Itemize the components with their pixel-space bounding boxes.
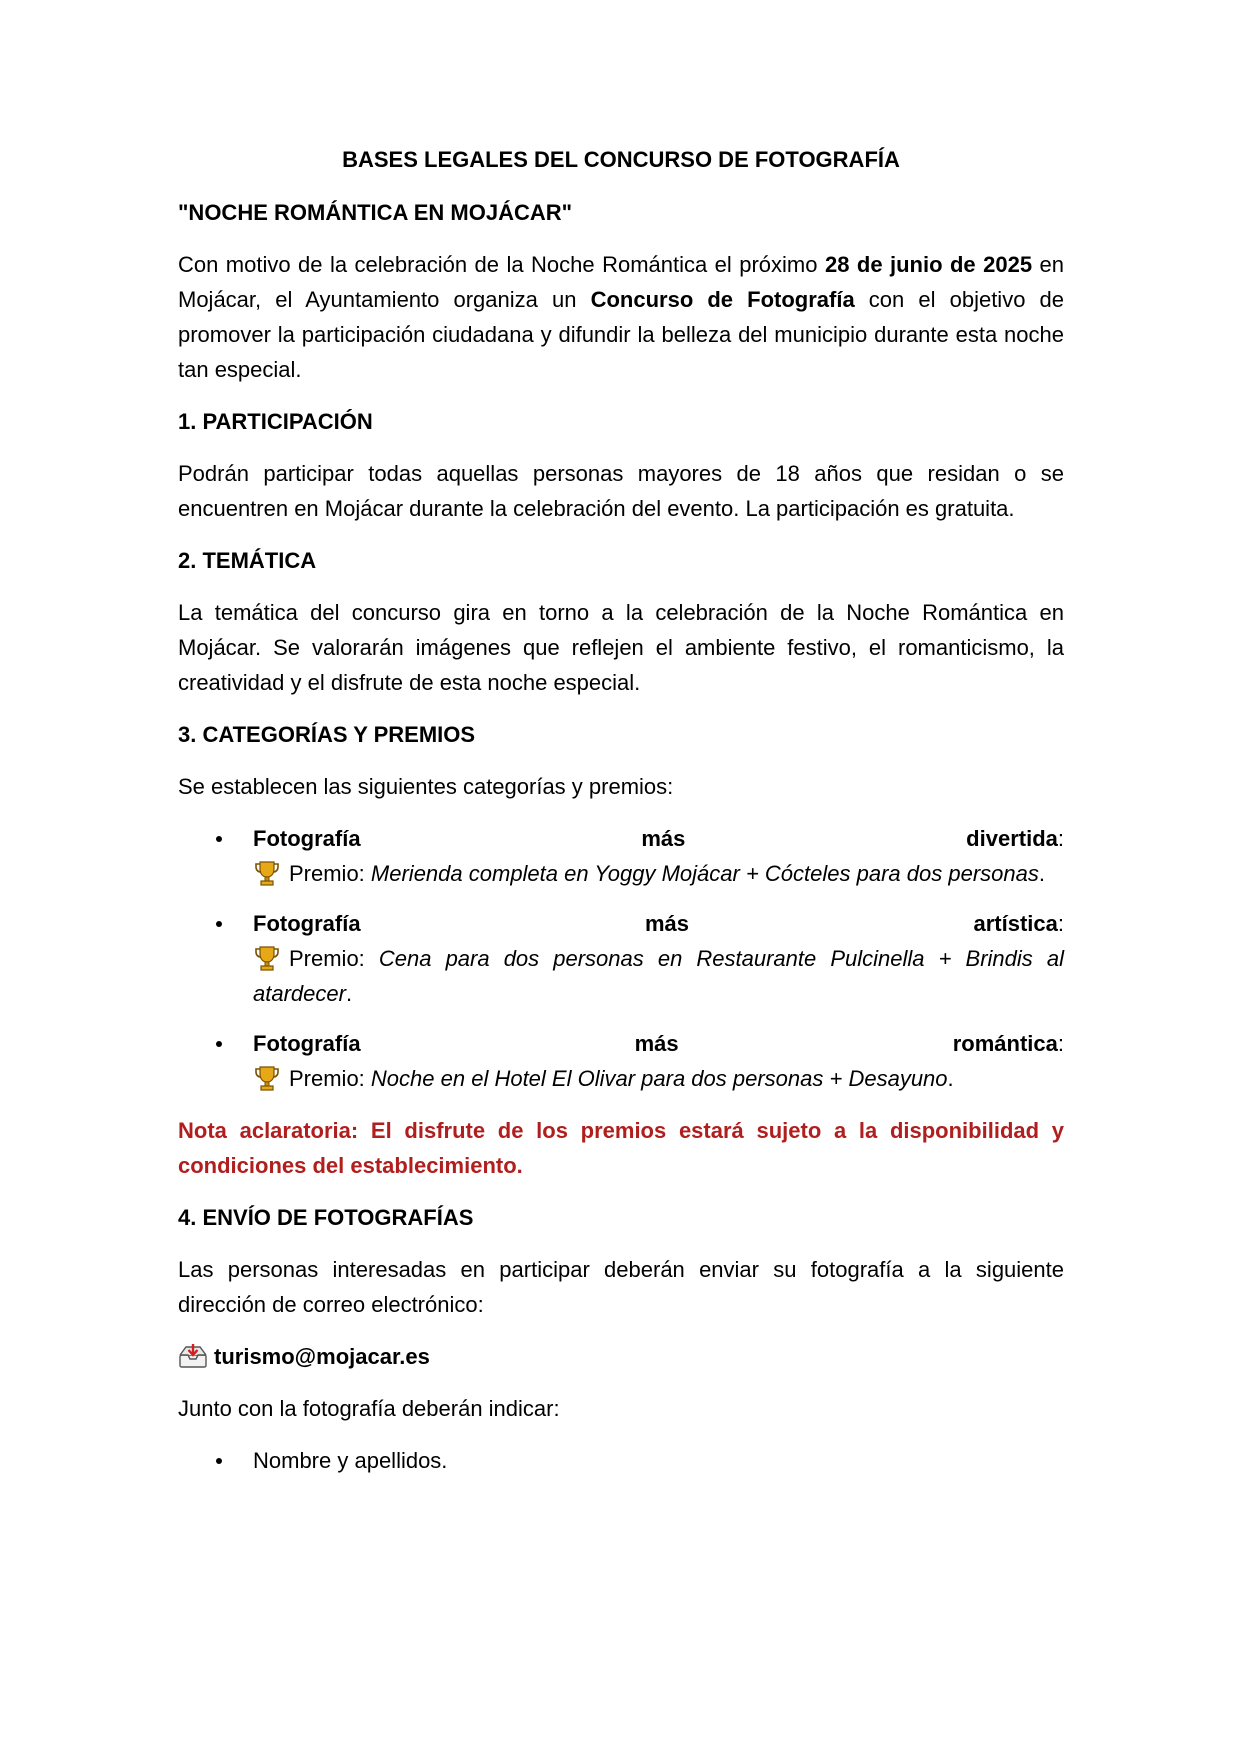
- list-item-text: Nombre y apellidos.: [253, 1448, 448, 1473]
- indicate-paragraph: Junto con la fotografía deberán indicar:: [178, 1396, 560, 1421]
- document-subtitle: "NOCHE ROMÁNTICA EN MOJÁCAR": [178, 200, 573, 225]
- contact-email[interactable]: turismo@mojacar.es: [214, 1344, 430, 1369]
- category-word: más: [645, 911, 690, 936]
- category-word: Fotografía: [253, 1031, 361, 1056]
- document-page: [178, 142, 1064, 1478]
- category-word: divertida:: [966, 826, 1064, 851]
- category-word: más: [641, 826, 686, 851]
- document-title: BASES LEGALES DEL CONCURSO DE FOTOGRAFÍA: [342, 147, 900, 172]
- submission-paragraph: Las personas interesadas en participar deberán enviar su fotografía a la siguiente dirección de correo electrónico:: [178, 1257, 1064, 1317]
- category-word: romántica:: [952, 1031, 1064, 1056]
- inbox-tray-icon: [178, 1343, 208, 1369]
- clarification-note: Nota aclaratoria: El disfrute de los premios estará sujeto a la disponibilidad y condiciones del establecimiento.: [178, 1118, 1064, 1178]
- intro-text-2: en Mojácar, el Ayuntamiento organiza un: [178, 252, 1064, 312]
- list-item: [178, 1443, 1064, 1478]
- category-name: [253, 821, 1064, 856]
- trophy-icon: [253, 1064, 281, 1092]
- category-word: artística:: [973, 911, 1064, 936]
- theme-paragraph: La temática del concurso gira en torno a la celebración de la Noche Romántica en Mojácar. Se valorarán imágenes que reflejen el ambiente festivo, el romanticismo, la creatividad y el disfrute de esta noche especial.: [178, 600, 1064, 695]
- trophy-icon: [253, 944, 281, 972]
- category-item: [178, 821, 1064, 891]
- intro-date: 28 de junio de 2025: [824, 252, 1033, 277]
- required-info-list: [178, 1443, 1064, 1478]
- bullet-icon: [216, 921, 222, 927]
- category-item: [178, 906, 1064, 1011]
- category-name: [253, 906, 1064, 941]
- prize-text: Merienda completa en Yoggy Mojácar + Cócteles para dos personas: [370, 861, 1039, 886]
- intro-contest-name: Concurso de Fotografía: [590, 287, 855, 312]
- prize-label: Premio:: [289, 1066, 371, 1091]
- prize-label: Premio:: [289, 861, 371, 886]
- prize-text: Cena para dos personas en Restaurante Pulcinella + Brindis al atardecer: [253, 946, 1064, 1006]
- bullet-icon: [216, 836, 222, 842]
- section-heading-participation: 1. PARTICIPACIÓN: [178, 409, 373, 434]
- prize-text: Noche en el Hotel El Olivar para dos personas + Desayuno: [370, 1066, 948, 1091]
- prize-line: Premio: Noche en el Hotel El Olivar para dos personas + Desayuno.: [253, 1061, 1064, 1096]
- bullet-icon: [216, 1041, 222, 1047]
- category-name: [253, 1026, 1064, 1061]
- intro-text-3: con el objetivo de promover la participación ciudadana y difundir la belleza del municipio durante esta noche tan especial.: [178, 287, 1065, 382]
- section-heading-submission: 4. ENVÍO DE FOTOGRAFÍAS: [178, 1205, 474, 1230]
- participation-paragraph: Podrán participar todas aquellas personas mayores de 18 años que residan o se encuentren en Mojácar durante la celebración del evento. La participación es gratuita.: [178, 461, 1064, 521]
- category-item: [178, 1026, 1064, 1096]
- categories-intro: Se establecen las siguientes categorías y premios:: [178, 774, 674, 799]
- section-heading-theme: 2. TEMÁTICA: [178, 548, 317, 573]
- categories-list: [178, 821, 1064, 1096]
- trophy-icon: [253, 859, 281, 887]
- section-heading-categories: 3. CATEGORÍAS Y PREMIOS: [178, 722, 476, 747]
- intro-text-1: Con motivo de la celebración de la Noche Romántica el próximo: [178, 252, 825, 277]
- bullet-icon: [216, 1458, 222, 1464]
- email-line: [178, 1339, 1064, 1374]
- prize-label: Premio:: [289, 946, 379, 971]
- category-word: Fotografía: [253, 911, 361, 936]
- prize-line: Premio: Cena para dos personas en Restaurante Pulcinella + Brindis al atardecer.: [253, 946, 1064, 1006]
- category-word: más: [634, 1031, 679, 1056]
- category-word: Fotografía: [253, 826, 361, 851]
- intro-paragraph: [178, 247, 1064, 387]
- prize-line: Premio: Merienda completa en Yoggy Mojácar + Cócteles para dos personas.: [253, 856, 1064, 891]
